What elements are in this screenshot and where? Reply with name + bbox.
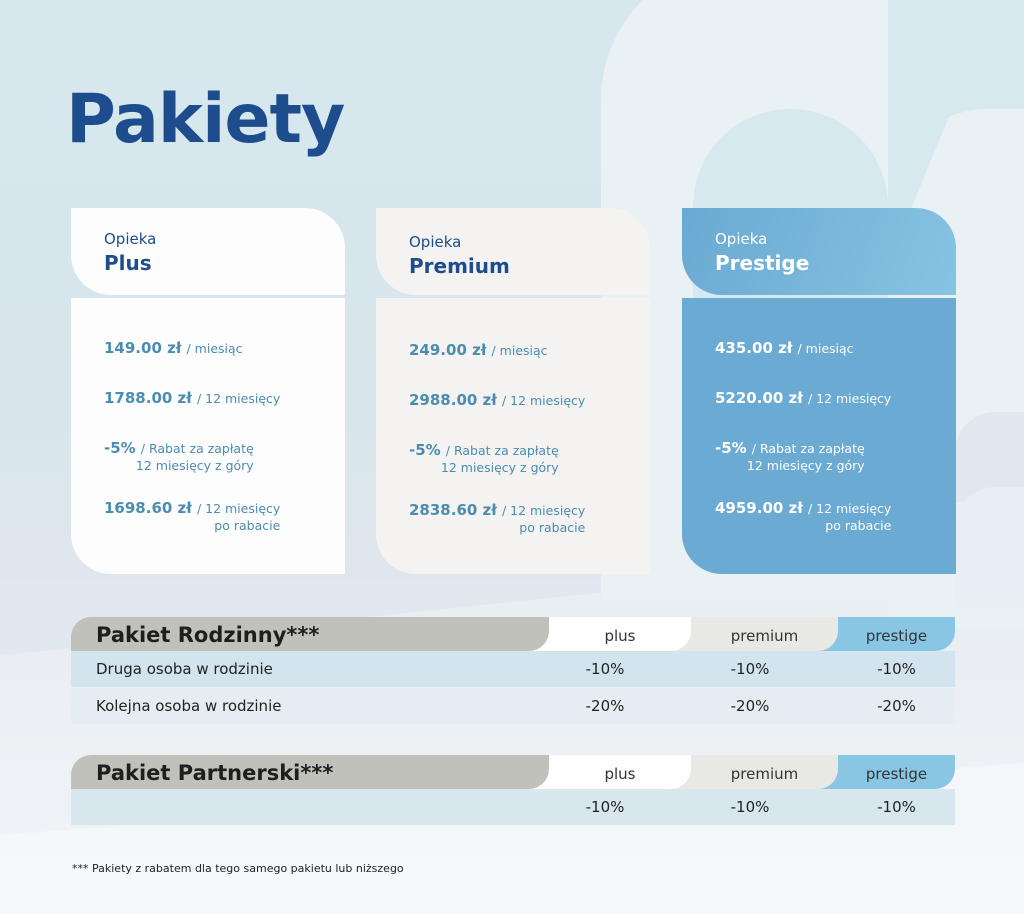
card-label-top: Opieka [715,230,768,248]
package-card-plus [71,208,345,574]
card-header [71,208,345,295]
cell-plus: -10% [585,798,625,816]
page-title: Pakiety [66,80,345,159]
table-row [71,789,955,826]
card-body [682,298,956,574]
discounted-price: 4959.00 zł / 12 miesięcy po rabacie [715,499,892,533]
table-row [71,651,955,688]
monthly-price: 435.00 zł / miesiąc [715,339,854,357]
column-header-prestige: prestige [818,755,955,789]
card-label-top: Opieka [409,233,462,251]
card-label-name: Plus [104,251,152,275]
discount-info: -5% / Rabat za zapłatę 12 miesięcy z góry [715,439,865,473]
discounted-price: 2838.60 zł / 12 miesięcy po rabacie [409,501,586,535]
cell-prestige: -20% [877,697,916,715]
monthly-price: 149.00 zł / miesiąc [104,339,243,357]
yearly-price: 2988.00 zł / 12 miesięcy [409,391,586,409]
table-title: Pakiet Rodzinny*** [71,617,549,651]
partner-package-table [71,755,955,826]
cell-prestige: -10% [877,798,916,816]
row-label: Druga osoba w rodzinie [96,660,273,678]
table-header [71,617,955,651]
cell-premium: -10% [730,660,770,678]
column-header-prestige: prestige [818,617,955,651]
discount-info: -5% / Rabat za zapłatę 12 miesięcy z góry [104,439,254,473]
row-label: Kolejna osoba w rodzinie [96,697,282,715]
table-row [71,688,955,725]
card-label-name: Premium [409,254,510,278]
card-header [682,208,956,295]
column-header-premium: premium [671,617,838,651]
bg-decoration [955,487,1024,607]
footnote: *** Pakiety z rabatem dla tego samego pakietu lub niższego [72,862,404,875]
card-body [71,298,345,574]
cell-plus: -10% [585,660,625,678]
discounted-price: 1698.60 zł / 12 miesięcy po rabacie [104,499,281,533]
cell-prestige: -10% [877,660,916,678]
discount-info: -5% / Rabat za zapłatę 12 miesięcy z góry [409,441,559,475]
table-title: Pakiet Partnerski*** [71,755,549,789]
family-package-table [71,617,955,725]
column-header-plus: plus [529,755,691,789]
cell-plus: -20% [585,697,625,715]
monthly-price: 249.00 zł / miesiąc [409,341,548,359]
package-card-prestige [682,208,956,574]
cell-premium: -20% [730,697,770,715]
package-card-premium [376,208,650,574]
card-body [376,298,650,574]
cell-premium: -10% [730,798,770,816]
yearly-price: 1788.00 zł / 12 miesięcy [104,389,281,407]
yearly-price: 5220.00 zł / 12 miesięcy [715,389,892,407]
table-header [71,755,955,789]
card-header [376,208,650,295]
card-label-top: Opieka [104,230,157,248]
card-label-name: Prestige [715,251,810,275]
column-header-plus: plus [529,617,691,651]
column-header-premium: premium [671,755,838,789]
